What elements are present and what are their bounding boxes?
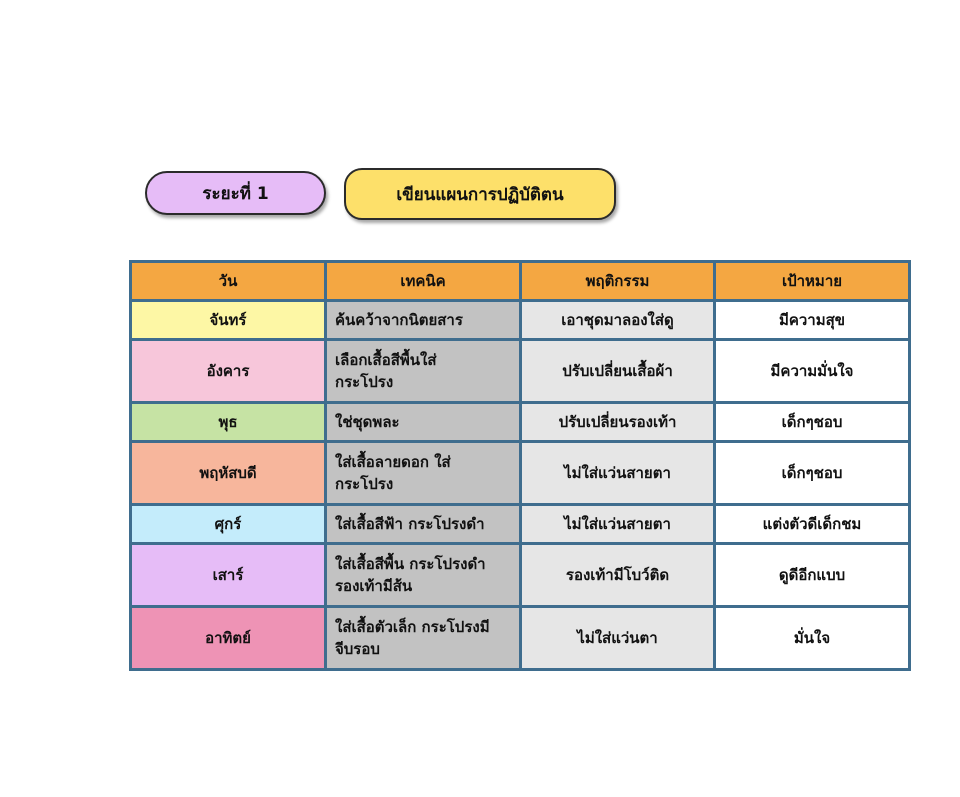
table-row bbox=[131, 301, 910, 340]
behavior-cell: ไม่ใส่แว่นตา bbox=[521, 607, 715, 670]
day-cell: ศุกร์ bbox=[131, 505, 326, 544]
technique-line: เลือกเสื้อสีพื้นใส่ bbox=[335, 351, 437, 369]
technique-cell bbox=[326, 340, 521, 403]
technique-line: ใส่เสื้อตัวเล็ก กระโปรงมี bbox=[335, 618, 490, 636]
goal-cell: เด็กๆชอบ bbox=[715, 442, 910, 505]
behavior-cell: รองเท้ามีโบว์ติด bbox=[521, 544, 715, 607]
goal-cell: มั่นใจ bbox=[715, 607, 910, 670]
technique-line: กระโปรง bbox=[335, 475, 394, 493]
day-cell: อาทิตย์ bbox=[131, 607, 326, 670]
technique-cell bbox=[326, 442, 521, 505]
technique-line: ใช่ชุดพละ bbox=[335, 413, 400, 431]
page-title-text: เขียนแผนการปฏิบัติตน bbox=[396, 184, 564, 205]
table-row bbox=[131, 607, 910, 670]
phase-label-text: ระยะที่ 1 bbox=[202, 183, 269, 204]
table-row bbox=[131, 403, 910, 442]
table-row bbox=[131, 340, 910, 403]
day-cell: อังคาร bbox=[131, 340, 326, 403]
day-cell: พุธ bbox=[131, 403, 326, 442]
phase-label bbox=[145, 171, 326, 215]
technique-line: ใส่เสื้อสีพื้น กระโปรงดำ bbox=[335, 555, 486, 573]
goal-cell: เด็กๆชอบ bbox=[715, 403, 910, 442]
technique-line: ใส่เสื้อลายดอก ใส่ bbox=[335, 453, 451, 471]
day-cell: พฤหัสบดี bbox=[131, 442, 326, 505]
technique-line: ค้นคว้าจากนิตยสาร bbox=[335, 311, 463, 329]
page-title bbox=[344, 168, 616, 220]
table-row bbox=[131, 505, 910, 544]
header-technique: เทคนิค bbox=[326, 262, 521, 301]
technique-cell bbox=[326, 505, 521, 544]
technique-cell bbox=[326, 607, 521, 670]
behavior-cell: เอาชุดมาลองใส่ดู bbox=[521, 301, 715, 340]
day-cell: เสาร์ bbox=[131, 544, 326, 607]
technique-line: รองเท้ามีส้น bbox=[335, 577, 413, 595]
behavior-cell: ปรับเปลี่ยนเสื้อผ้า bbox=[521, 340, 715, 403]
header-row bbox=[131, 262, 910, 301]
behavior-cell: ไม่ใส่แว่นสายตา bbox=[521, 442, 715, 505]
table-row bbox=[131, 442, 910, 505]
behavior-cell: ปรับเปลี่ยนรองเท้า bbox=[521, 403, 715, 442]
header-goal: เป้าหมาย bbox=[715, 262, 910, 301]
technique-cell bbox=[326, 301, 521, 340]
goal-cell: แต่งตัวดีเด็กชม bbox=[715, 505, 910, 544]
technique-line: กระโปรง bbox=[335, 373, 394, 391]
table-row bbox=[131, 544, 910, 607]
goal-cell: ดูดีอีกแบบ bbox=[715, 544, 910, 607]
header-behavior: พฤติกรรม bbox=[521, 262, 715, 301]
technique-line: ใส่เสื้อสีฟ้า กระโปรงดำ bbox=[335, 515, 485, 533]
technique-cell bbox=[326, 544, 521, 607]
behavior-cell: ไม่ใส่แว่นสายตา bbox=[521, 505, 715, 544]
goal-cell: มีความมั่นใจ bbox=[715, 340, 910, 403]
technique-line: จีบรอบ bbox=[335, 640, 380, 658]
header-day: วัน bbox=[131, 262, 326, 301]
technique-cell bbox=[326, 403, 521, 442]
goal-cell: มีความสุข bbox=[715, 301, 910, 340]
day-cell: จันทร์ bbox=[131, 301, 326, 340]
plan-table bbox=[129, 260, 911, 671]
